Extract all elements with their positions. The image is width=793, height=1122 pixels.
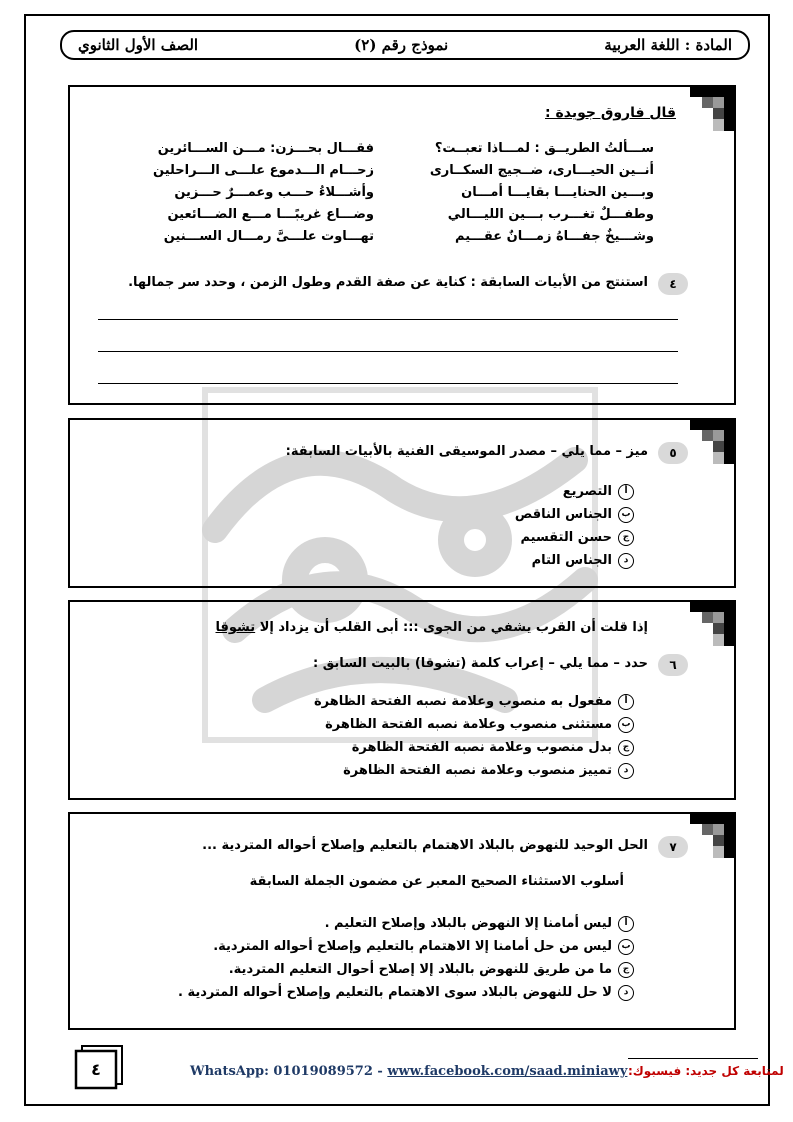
option-letter-badge: أ — [618, 916, 634, 932]
subject-label: المادة : اللغة العربية — [604, 36, 732, 54]
verse-2-first: أنــين الحيـــارى، ضــجيج السكــارى — [429, 163, 654, 178]
option-letter-badge: ج — [618, 962, 634, 978]
option-text: ليس من حل أمامنا إلا الاهتمام بالتعليم وإصلاح أحواله المتردية. — [213, 939, 612, 954]
verse-1-second: فقـــال بحـــزن: مـــن الســـائرين — [157, 141, 374, 156]
option-text: الجناس التام — [531, 553, 612, 568]
option-text: لا حل للنهوض بالبلاد سوى الاهتمام بالتعليم وإصلاح أحواله المتردية . — [177, 985, 612, 1000]
verse-line — [216, 620, 649, 635]
poet-heading: قال فاروق جويدة : — [545, 105, 676, 121]
options-list — [515, 480, 634, 572]
question-number-badge: ٤ — [658, 273, 688, 295]
option-text: ليس أمامنا إلا النهوض بالبلاد وإصلاح التعليم . — [324, 916, 612, 931]
option-letter-badge: أ — [618, 484, 634, 500]
option-c[interactable] — [178, 958, 634, 981]
option-text: مفعول به منصوب وعلامة نصبه الفتحة الظاهرة — [313, 694, 612, 709]
verse-5-second: تهـــاوت علـــىَّ رمـــال الســـنين — [163, 229, 374, 244]
whatsapp-text: WhatsApp: 01019089572 - — [190, 1064, 388, 1079]
verse-5-first: وشـــيخٌ جفـــاهُ زمـــانٌ عقـــيم — [455, 229, 654, 244]
option-text: التصريع — [562, 484, 612, 499]
answer-line[interactable] — [98, 319, 678, 320]
option-a[interactable] — [314, 690, 634, 713]
option-a[interactable] — [178, 912, 634, 935]
option-letter-badge: أ — [618, 694, 634, 710]
follow-label: لمتابعة كل جديد: فيسبوك: — [628, 1064, 784, 1078]
verse-4-first: وطفـــلٌ تغـــرب بـــين الليـــالي — [447, 207, 654, 222]
question-text: أسلوب الاستثناء الصحيح المعبر عن مضمون الجملة السابقة — [249, 874, 624, 889]
verse-4-second: وضـــاع غريبًـــا مـــع الضـــائعين — [167, 207, 374, 222]
verse-3-first: وبـــين الحنايـــا بقايـــا أمـــان — [461, 185, 654, 200]
question-number-badge: ٧ — [658, 836, 688, 858]
question-section-1 — [68, 85, 736, 405]
option-text: مستثنى منصوب وعلامة نصبه الفتحة الظاهرة — [325, 717, 612, 732]
option-text: تمييز منصوب وعلامة نصبه الفتحة الظاهرة — [343, 763, 612, 778]
question-section-2 — [68, 418, 736, 588]
header-bar — [60, 30, 750, 60]
statement-text: الحل الوحيد للنهوض بالبلاد الاهتمام بالتعليم وإصلاح أحواله المتردية ... — [202, 838, 648, 853]
options-list — [178, 912, 634, 1004]
option-c[interactable] — [314, 736, 634, 759]
corner-pixel-decoration — [690, 418, 736, 464]
option-d[interactable] — [314, 759, 634, 782]
option-b[interactable] — [314, 713, 634, 736]
option-text: بدل منصوب وعلامة نصبه الفتحة الظاهرة — [351, 740, 612, 755]
option-letter-badge: ب — [618, 717, 634, 733]
footer-rule — [628, 1058, 758, 1059]
question-section-3 — [68, 600, 736, 800]
option-letter-badge: ج — [618, 530, 634, 546]
corner-pixel-decoration — [690, 600, 736, 646]
corner-pixel-decoration — [690, 85, 736, 131]
poem-verses — [134, 139, 654, 247]
option-text: الجناس الناقص — [514, 507, 612, 522]
answer-line[interactable] — [98, 383, 678, 384]
question-text: استنتج من الأبيات السابقة : كناية عن صفة القدم وطول الزمن ، وحدد سر جمالها. — [128, 275, 648, 290]
option-letter-badge: د — [618, 985, 634, 1001]
question-text: ميز – مما يلي – مصدر الموسيقى الفنية بالأبيات السابقة: — [285, 444, 648, 459]
page-number-frame — [74, 1044, 124, 1090]
options-list — [314, 690, 634, 782]
question-section-4 — [68, 812, 736, 1030]
corner-pixel-decoration — [690, 812, 736, 858]
answer-line[interactable] — [98, 351, 678, 352]
option-c[interactable] — [515, 526, 634, 549]
option-a[interactable] — [515, 480, 634, 503]
option-d[interactable] — [178, 981, 634, 1004]
option-letter-badge: د — [618, 553, 634, 569]
option-letter-badge: د — [618, 763, 634, 779]
option-text: ما من طريق للنهوض بالبلاد إلا إصلاح أحوال التعليم المتردية. — [228, 962, 612, 977]
question-number-badge: ٦ — [658, 654, 688, 676]
facebook-link[interactable]: www.facebook.com/saad.miniawy — [387, 1064, 628, 1079]
page-number: ٤ — [91, 1060, 101, 1079]
verse-2-second: زحـــام الـــدموع علـــى الـــراحلين — [153, 163, 374, 178]
verse-underlined-word: تشوقا — [215, 620, 256, 635]
option-letter-badge: ب — [618, 507, 634, 523]
question-number-badge: ٥ — [658, 442, 688, 464]
verse-1-first: ســـألتُ الطريــق : لمـــاذا تعبــت؟ — [434, 141, 654, 156]
verse-text: إذا قلت أن القرب يشفي من الجوى ::: أبى القلب أن يزداد إلا — [259, 620, 648, 635]
option-letter-badge: ب — [618, 939, 634, 955]
option-b[interactable] — [178, 935, 634, 958]
option-text: حسن التقسيم — [520, 530, 612, 545]
option-d[interactable] — [515, 549, 634, 572]
model-label: نموذج رقم (٢) — [354, 36, 449, 54]
option-letter-badge: ج — [618, 740, 634, 756]
option-b[interactable] — [515, 503, 634, 526]
verse-3-second: وأشـــلاءُ حـــب وعمـــرٌ حـــزين — [174, 185, 374, 200]
footer-contact — [190, 1064, 627, 1079]
grade-label: الصف الأول الثانوي — [78, 36, 199, 54]
question-text: حدد – مما يلي – إعراب كلمة (تشوقا) بالبيت السابق : — [312, 656, 648, 671]
